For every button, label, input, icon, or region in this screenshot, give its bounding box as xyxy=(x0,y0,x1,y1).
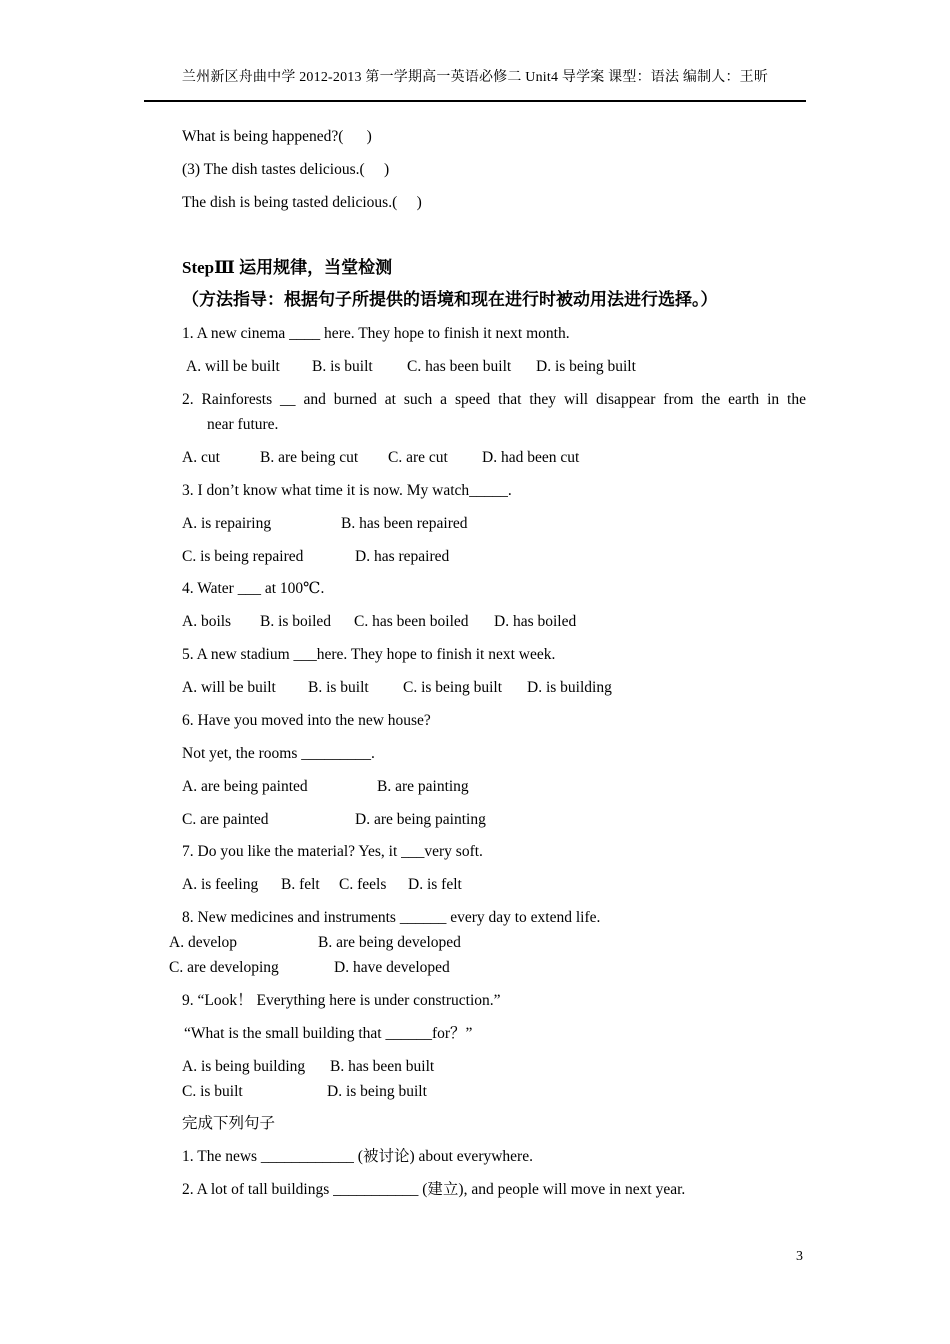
q4-stem: 4. Water ___ at 100℃. xyxy=(182,580,325,597)
q3-option-c: C. is being repaired xyxy=(182,548,304,565)
q7-stem: 7. Do you like the material? Yes, it ___very soft. xyxy=(182,843,483,860)
q2-option-c: C. are cut xyxy=(388,449,448,466)
q9-option-d: D. is being built xyxy=(327,1083,427,1100)
header-rule xyxy=(144,100,806,102)
completion-sentence-1: 1. The news ____________ (被讨论) about everywhere. xyxy=(182,1148,533,1165)
q8-option-d: D. have developed xyxy=(334,959,450,976)
q6-stem-reply: Not yet, the rooms _________. xyxy=(182,745,375,762)
q2-stem xyxy=(182,387,806,437)
page-number: 3 xyxy=(796,1249,803,1264)
q5-stem: 5. A new stadium ___here. They hope to finish it next week. xyxy=(182,646,556,663)
q5-option-c: C. is being built xyxy=(403,679,503,696)
q1-stem: 1. A new cinema ____ here. They hope to finish it next month. xyxy=(182,325,570,342)
completion-sentence-2: 2. A lot of tall buildings ___________ (建立), and people will move in next year. xyxy=(182,1181,686,1198)
q7-option-d: D. is felt xyxy=(408,876,462,893)
q4-option-c: C. has been boiled xyxy=(354,613,469,630)
q4-option-b: B. is boiled xyxy=(260,613,332,630)
q8-option-a: A. develop xyxy=(169,934,238,951)
q2-stem-line-1: 2. Rainforests __ and burned at such a speed that they will disappear from the earth in the xyxy=(182,391,806,408)
q6-option-b: B. are painting xyxy=(377,778,469,795)
q1-option-b: B. is built xyxy=(312,358,373,375)
q9-stem-reply: “What is the small building that ______for？” xyxy=(184,1025,473,1042)
intro-line-1: What is being happened?( ) xyxy=(182,128,372,145)
intro-line-3: The dish is being tasted delicious.( ) xyxy=(182,194,422,211)
step3-title: StepⅢ 运用规律，当堂检测 xyxy=(182,258,393,277)
q3-option-a: A. is repairing xyxy=(182,515,272,532)
q2-option-a: A. cut xyxy=(182,449,220,466)
q8-stem: 8. New medicines and instruments ______ every day to extend life. xyxy=(182,909,601,926)
q9-option-b: B. has been built xyxy=(330,1058,435,1075)
completion-title: 完成下列句子 xyxy=(182,1115,276,1132)
q5-option-a: A. will be built xyxy=(182,679,276,696)
q3-stem: 3. I don’t know what time it is now. My watch_____. xyxy=(182,482,512,499)
q6-option-d: D. are being painting xyxy=(355,811,486,828)
page-header: 兰州新区舟曲中学 2012-2013 第一学期高一英语必修二 Unit4 导学案 课型：语法 编制人：王昕 xyxy=(181,70,769,85)
q6-option-c: C. are painted xyxy=(182,811,269,828)
intro-line-2: (3) The dish tastes delicious.( ) xyxy=(182,161,390,178)
q9-option-c: C. is built xyxy=(182,1083,243,1100)
q7-option-a: A. is feeling xyxy=(182,876,259,893)
q4-option-a: A. boils xyxy=(182,613,232,630)
step3-guide: （方法指导：根据句子所提供的语境和现在进行时被动用法进行选择。） xyxy=(182,290,718,309)
q6-option-a: A. are being painted xyxy=(182,778,308,795)
q1-option-c: C. has been built xyxy=(407,358,512,375)
q7-option-b: B. felt xyxy=(281,876,320,893)
q5-option-b: B. is built xyxy=(308,679,369,696)
q9-stem: 9. “Look！ Everything here is under construction.” xyxy=(182,992,501,1009)
q6-stem: 6. Have you moved into the new house? xyxy=(182,712,431,729)
q8-option-c: C. are developing xyxy=(169,959,279,976)
q2-option-b: B. are being cut xyxy=(260,449,359,466)
q2-stem-line-2: near future. xyxy=(207,416,279,433)
q7-option-c: C. feels xyxy=(339,876,387,893)
q9-option-a: A. is being building xyxy=(182,1058,306,1075)
q1-option-a: A. will be built xyxy=(186,358,280,375)
q4-option-d: D. has boiled xyxy=(494,613,577,630)
q2-option-d: D. had been cut xyxy=(482,449,580,466)
q5-option-d: D. is building xyxy=(527,679,612,696)
q8-option-b: B. are being developed xyxy=(318,934,461,951)
q1-option-d: D. is being built xyxy=(536,358,636,375)
q3-option-d: D. has repaired xyxy=(355,548,450,565)
q3-option-b: B. has been repaired xyxy=(341,515,468,532)
